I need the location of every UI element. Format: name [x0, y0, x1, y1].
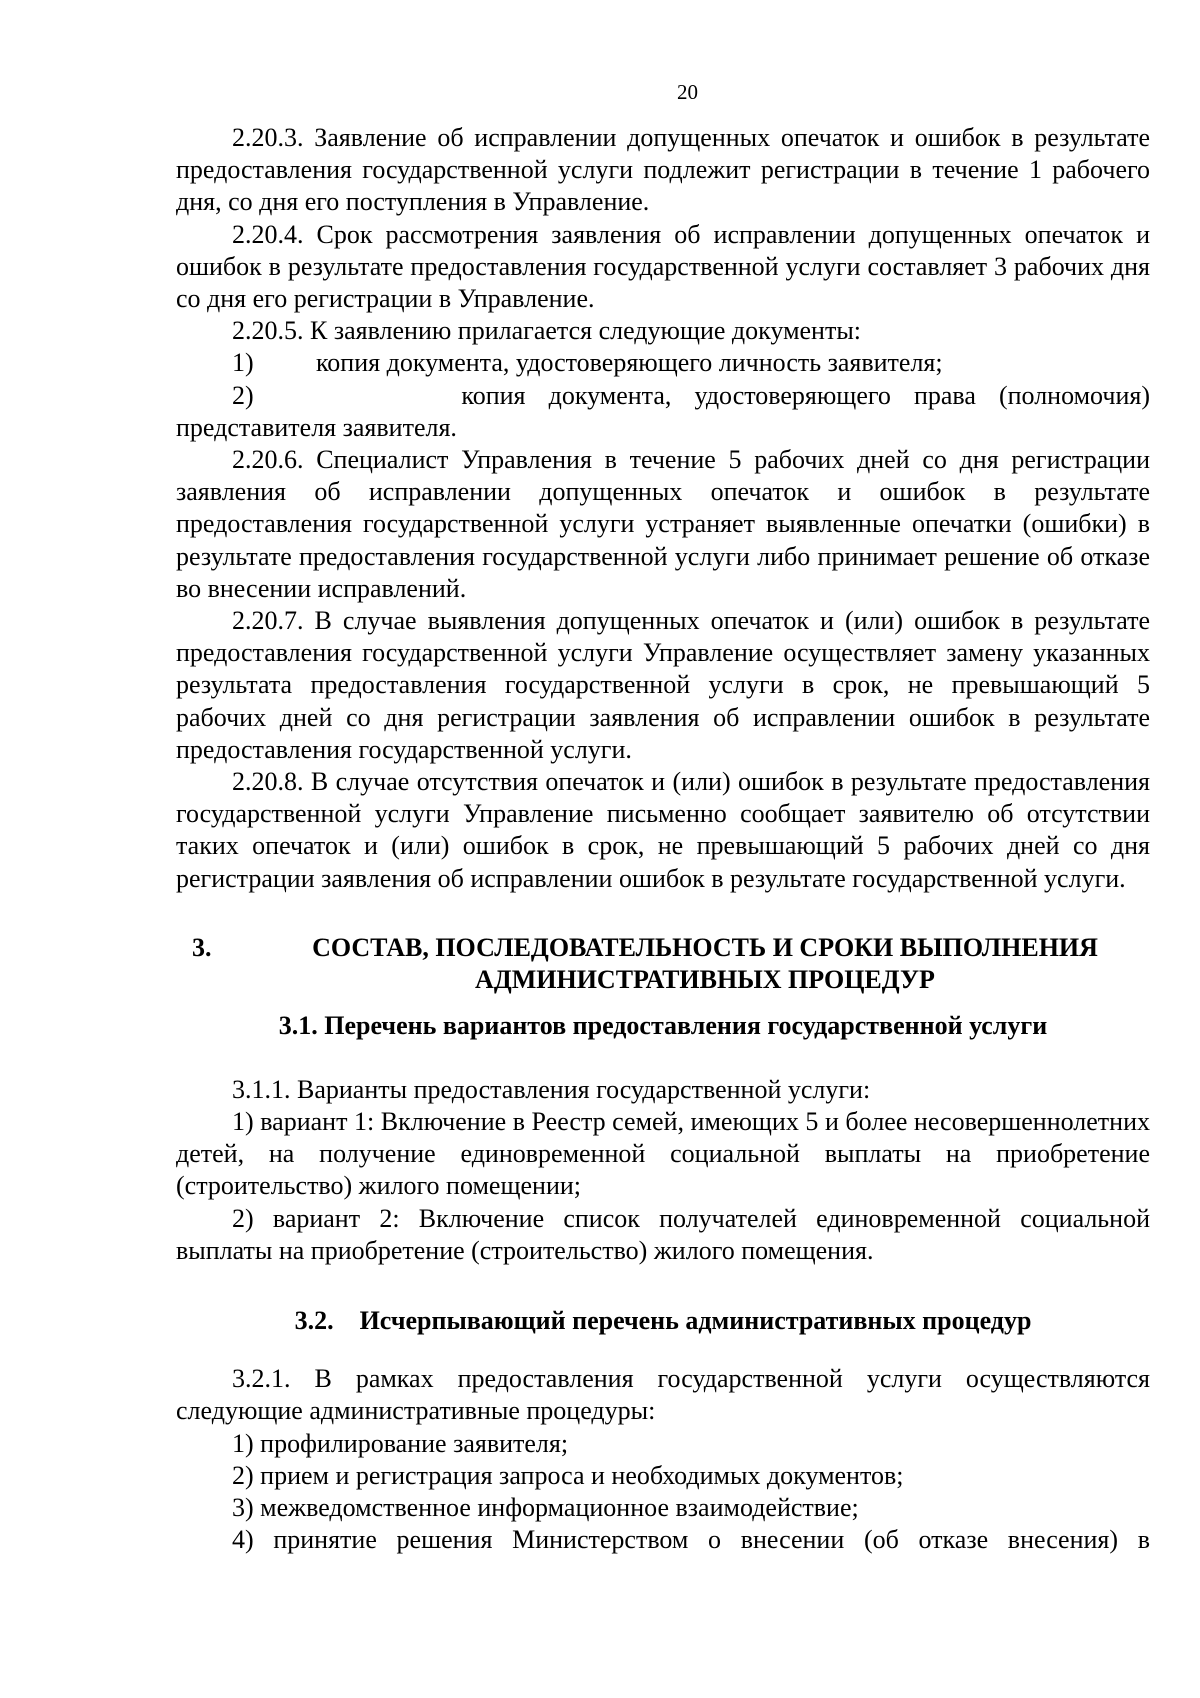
subsection-3-2-heading — [176, 1305, 1150, 1337]
paragraph-2-20-8: 2.20.8. В случае отсутствия опечаток и (или) ошибок в результате предоставления государственной услуги Управление письменно сообщает заявителю об отсутствии таких опечаток и (или) ошибок в срок, не превышающий 5 рабочих дней со дня регистрации заявления об исправлении ошибок в результате государственной услуги. — [176, 767, 1150, 893]
procedure-2: 2) прием и регистрация запроса и необходимых документов; — [232, 1460, 904, 1490]
list-item-text: копия документа, удостоверяющего личность заявителя; — [316, 348, 943, 378]
paragraph-3-1-1: 3.1.1. Варианты предоставления государственной услуги: — [232, 1074, 871, 1104]
subsection-title: Исчерпывающий перечень административных процедур — [359, 1306, 1032, 1336]
paragraph-2-20-7: 2.20.7. В случае выявления допущенных опечаток и (или) ошибок в результате предоставления государственной услуги Управление осуществляет замену указанных результата предоставления государственной услуги в срок, не превышающий 5 рабочих дней со дня регистрации заявления об исправлении ошибок в результате предоставления государственной услуги. — [176, 606, 1150, 764]
subsection-number: 3.2. — [294, 1306, 334, 1336]
paragraph-2-20-4: 2.20.4. Срок рассмотрения заявления об исправлении допущенных опечаток и ошибок в результате предоставления государственной услуги составляет 3 рабочих дня со дня его регистрации в Управление. — [176, 219, 1150, 314]
page-number: 20 — [677, 80, 698, 104]
document-list-item-2-continuation: представителя заявителя. — [176, 412, 457, 442]
document-list-item-1 — [176, 347, 1150, 379]
section-3-heading — [176, 932, 1150, 996]
section-title: СОСТАВ, ПОСЛЕДОВАТЕЛЬНОСТЬ И СРОКИ ВЫПОЛНЕНИЯ АДМИНИСТРАТИВНЫХ ПРОЦЕДУР — [312, 932, 1098, 994]
paragraph-3-2-1: 3.2.1. В рамках предоставления государственной услуги осуществляются следующие административные процедуры: — [176, 1364, 1150, 1426]
procedure-3: 3) межведомственное информационное взаимодействие; — [232, 1492, 859, 1522]
subsection-3-1-heading: 3.1. Перечень вариантов предоставления государственной услуги — [278, 1010, 1048, 1040]
document-body — [176, 122, 1150, 1556]
variant-2: 2) вариант 2: Включение список получателей единовременной социальной выплаты на приобретение (строительство) жилого помещения. — [176, 1203, 1150, 1265]
variant-1: 1) вариант 1: Включение в Реестр семей, имеющих 5 и более несовершеннолетних детей, на получение единовременной социальной выплаты на приобретение (строительство) жилого помещении; — [176, 1107, 1150, 1201]
paragraph-2-20-5: 2.20.5. К заявлению прилагается следующие документы: — [232, 316, 862, 346]
list-item-number: 1) — [232, 348, 254, 378]
paragraph-2-20-6: 2.20.6. Специалист Управления в течение 5 рабочих дней со дня регистрации заявления об исправлении допущенных опечаток и ошибок в результате предоставления государственной услуги устраняет выявленные опечатки (ошибки) в результате предоставления государственной услуги либо принимает решение об отказе во внесении исправлений. — [176, 445, 1150, 603]
paragraph-2-20-3: 2.20.3. Заявление об исправлении допущенных опечаток и ошибок в результате предоставления государственной услуги подлежит регистрации в течение 1 рабочего дня, со дня его поступления в Управление. — [176, 123, 1150, 217]
document-list-item-2: 2) копия документа, удостоверяющего права (полномочия) — [232, 380, 1150, 410]
procedure-4: 4) принятие решения Министерством о внесении (об отказе внесения) в — [232, 1525, 1150, 1555]
section-number: 3. — [192, 932, 212, 962]
procedure-1: 1) профилирование заявителя; — [232, 1428, 569, 1458]
